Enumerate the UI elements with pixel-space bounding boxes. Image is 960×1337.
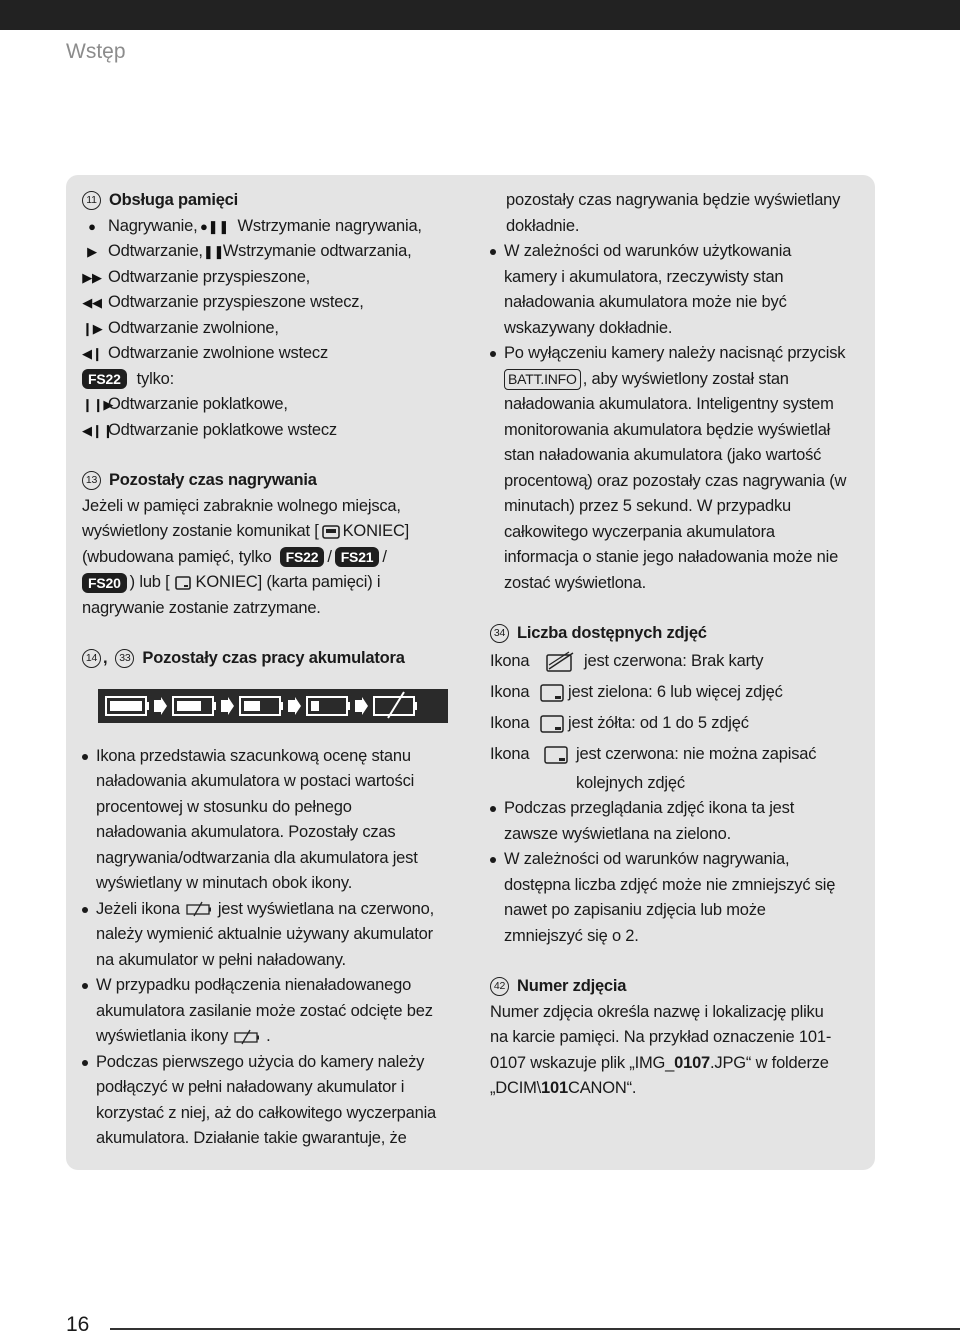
callout-number: 11 [82,191,101,210]
no-card-icon [536,651,584,673]
text-line: Numer zdjęcia określa nazwę i lokalizację pliku [490,1002,824,1021]
built-in-memory-icon [321,523,341,541]
bullet-item [82,744,462,897]
text-line: W przypadku podłączenia nienaładowanego [96,976,412,994]
text: . [266,1027,271,1045]
text: wyświetlony zostanie komunikat [ [82,522,319,540]
text: jest wyświetlana na czerwono, [217,899,434,918]
text-line: W zależności od warunków nagrywania, [504,850,790,868]
text-line: W zależności od warunków użytkowania [504,242,792,260]
text-line: akumulatora. Działanie takie gwarantuje, że [96,1129,407,1147]
text-line: akumulatora zasilanie może zostać odcięte bez [96,1001,433,1020]
photo-count-row [490,678,865,709]
play-icon: ▶ [87,244,97,259]
text: , [103,649,108,667]
fast-forward-icon: ▶▶ [82,269,102,285]
text-line: Podczas przeglądania zdjęć ikona ta jest [504,799,795,817]
text-line: Podczas pierwszego użycia do kamery należy [96,1052,425,1071]
batt-info-button-label: BATT.INFO [504,369,581,390]
record-icon: ● [88,218,96,234]
text-line [82,545,462,571]
text-line: Ikona przedstawia szacunkową ocenę stanu [96,746,411,765]
callout-number: 14 [82,649,101,668]
text: CANON“. [567,1079,637,1097]
left-column [82,188,462,1152]
text-line: podłączyć w pełni naładowany akumulator i [96,1078,405,1096]
line-fs22-only [82,367,462,393]
text: jest zielona: 6 lub więcej zdjęć [568,683,783,702]
model-badge-fs20: FS20 [82,573,127,593]
text: Odtwarzanie zwolnione, [108,318,279,337]
text: Odtwarzanie poklatkowe, [108,395,288,413]
memory-card-icon [536,744,576,766]
callout-number: 13 [82,471,101,490]
text-line: naładowania akumulatora w postaci wartości [96,772,415,790]
bullet-item [490,796,865,847]
slow-forward-icon: ❙▶ [82,320,103,336]
text: / [327,547,332,566]
text: 0107 wskazuje plik „IMG_ [490,1053,675,1072]
text-line: na akumulator w pełni naładowany. [96,950,346,969]
memory-card-icon [536,713,568,735]
frame-reverse-icon: ◀❙❙ [82,422,114,438]
text-line: nagrywanie zostanie zatrzymane. [82,598,321,617]
text: / [382,547,387,566]
text-line: zostać wyświetlona. [504,573,647,592]
text-line [504,367,865,393]
bullet-item [490,341,865,596]
heading-text: Numer zdjęcia [517,977,627,995]
record-pause-icon: ●❚❚ [199,218,230,234]
photo-count-row [490,647,865,678]
section-title: Wstęp [66,40,126,63]
text-line: Jeżeli w pamięci zabraknie wolnego miejsca, [82,496,401,515]
bullet-item [82,897,462,974]
text-line: wskazywany dokładnie. [504,318,673,337]
memory-card-icon [536,682,568,704]
line-recording [82,214,462,240]
text: .JPG“ w folderze [710,1053,829,1072]
text-line: pozostały czas nagrywania będzie wyświetlany [506,191,841,209]
slow-reverse-icon: ◀❙ [82,346,103,361]
text-line: procentowej w stosunku do pełnego [96,797,352,816]
bullet-item [82,1050,462,1152]
photo-count-row [490,740,865,771]
text-line: kolejnych zdjęć [576,773,685,792]
text-line: nagrywania/odtwarzania dla akumulatora jest [96,848,418,867]
heading-42 [490,974,865,1000]
battery-level-sequence [98,686,462,726]
text-line: zawsze wyświetlana na zielono. [504,824,731,843]
line-fast-forward [82,265,462,291]
text-line: procentową) oraz pozostały czas nagrywania (w [504,471,847,490]
battery-empty-icon [184,901,214,917]
text-line: stan naładowania akumulatora (jako wartość [504,446,822,464]
bullet-item [490,239,865,341]
text: jest czerwona: nie można zapisać [576,745,817,764]
top-bar [0,0,960,30]
heading-34 [490,621,865,647]
text-line: monitorowania akumulatora będzie wyświetlał [504,420,831,439]
text: KONIEC] [342,522,410,540]
text-line [82,519,462,545]
text: „DCIM\ [490,1079,542,1097]
text-line: całkowitego wyczerpania akumulatora [504,522,775,541]
text: KONIEC] (karta pamięci) i [195,573,381,591]
text: Odtwarzanie przyspieszone, [108,267,311,286]
text-line: wyświetlany w minutach obok ikony. [96,874,353,892]
text-line: naładowania akumulatora. Inteligentny system [504,395,834,413]
text-line: kamery i akumulatora, rzeczywisty stan [504,267,784,286]
text: Odtwarzanie zwolnione wstecz [108,344,329,362]
battery-icons-strip [98,686,448,726]
text: Odtwarzanie przyspieszone wstecz, [108,293,364,311]
text-line: naładowania akumulatora. Pozostały czas [96,823,396,841]
text-line: dokładnie. [506,216,580,235]
line-playback [82,239,462,265]
line-frame-reverse [82,418,462,444]
model-badge-fs22: FS22 [280,547,325,567]
text: Wstrzymanie nagrywania, [237,216,422,235]
text-line [82,570,462,596]
text-line [96,897,462,923]
text: jest czerwona: Brak karty [584,652,764,671]
text-bold: 0107 [674,1053,711,1072]
memory-card-icon [174,574,192,592]
text: Ikona [490,714,530,733]
text: tylko: [136,369,174,388]
text-line [490,1051,865,1077]
text: Ikona [490,683,530,702]
text-line: nawet po zapisaniu zdjęcia lub może [504,901,766,919]
text: (wbudowana pamięć, tylko [82,547,272,566]
text: Ikona [490,745,530,764]
text-line: na karcie pamięci. Na przykład oznaczenie 101- [490,1028,832,1046]
text: Ikona [490,652,530,671]
battery-empty-icon [232,1029,262,1045]
text-line: naładowania akumulatora może nie być [504,293,787,311]
heading-text: Pozostały czas nagrywania [109,471,317,489]
text-line: zmniejszyć się o 2. [504,926,639,945]
text: jest żółta: od 1 do 5 zdjęć [568,714,749,733]
text-line: korzystać z niej, aż do całkowitego wyczerpania [96,1103,437,1122]
text: , aby wyświetlony został stan [582,369,789,388]
text: Nagrywanie, [108,216,198,235]
text: ) lub [ [129,573,170,591]
photo-count-row [490,709,865,740]
text-line: Po wyłączeniu kamery należy nacisnąć przycisk [504,344,846,362]
bullet-item [82,973,462,1050]
text-line: informacja o stanie jego naładowania może nie [504,548,839,566]
frame-advance-icon: ❙❙▶ [82,397,114,412]
line-fast-reverse [82,290,462,316]
text: Jeżeli ikona [96,899,180,918]
text-line [96,1024,462,1050]
footer-rule [110,1328,960,1330]
text-line: minutach) przez 5 sekund. W przypadku [504,497,791,515]
callout-number: 42 [490,977,509,996]
text: wyświetlania ikony [96,1027,229,1045]
callout-number: 33 [115,649,134,668]
text-bold: 101 [541,1079,568,1097]
text-line: dostępna liczba zdjęć może nie zmniejszyć się [504,875,836,894]
text: Odtwarzanie, [108,242,203,260]
model-badge-fs21: FS21 [335,547,380,567]
line-frame-advance [82,392,462,418]
model-badge-fs22: FS22 [82,369,127,389]
page-number: 16 [66,1313,90,1336]
heading-14-33 [82,646,462,672]
heading-text: Pozostały czas pracy akumulatora [142,649,405,667]
heading-text: Obsługa pamięci [109,191,239,209]
text-line [490,1076,865,1102]
text: Wstrzymanie odtwarzania, [222,242,412,260]
bullet-item [490,847,865,949]
heading-text: Liczba dostępnych zdjęć [517,624,707,642]
fast-reverse-icon: ◀◀ [82,295,102,310]
heading-11 [82,188,462,214]
text: Odtwarzanie poklatkowe wstecz [108,420,337,439]
pause-icon: ❚❚ [202,244,225,259]
line-slow-forward [82,316,462,342]
text-line: należy wymienić aktualnie używany akumulator [96,925,433,943]
heading-13 [82,468,462,494]
callout-number: 34 [490,624,509,643]
right-column [490,188,865,1102]
line-slow-reverse [82,341,462,367]
